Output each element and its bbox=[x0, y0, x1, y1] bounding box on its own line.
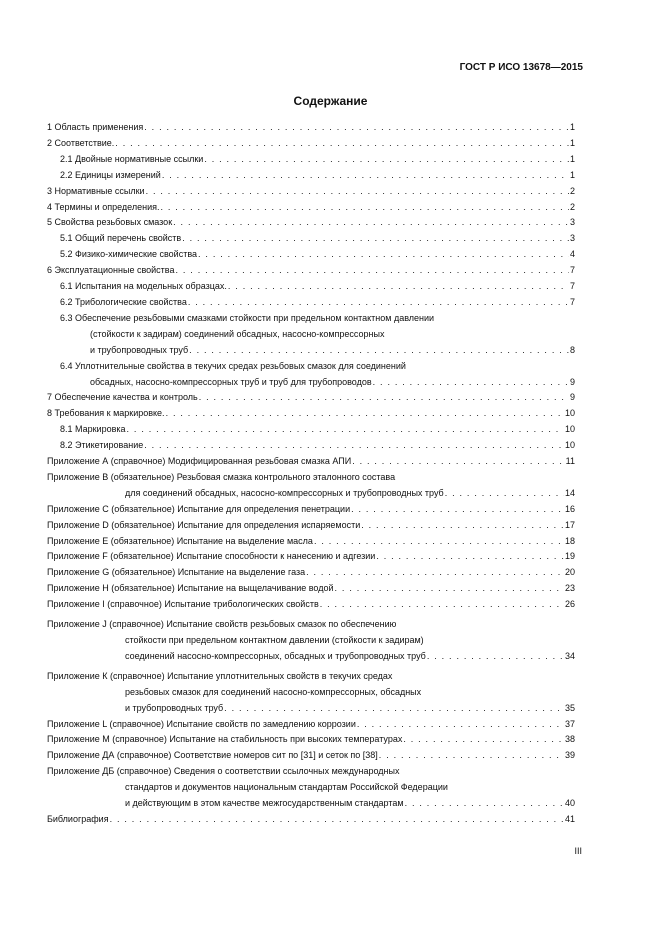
toc-entry[interactable]: Приложение К (справочное) Испытание уплотнительных свойств в текучих средах резьбовых смазок для соединений насосно-компрессорных, обсадных и трубопроводных труб . . . 35 bbox=[47, 669, 575, 717]
toc-entry[interactable]: 5 Свойства резьбовых смазок . . . 3 bbox=[47, 215, 575, 231]
toc-entry[interactable]: 6.2 Трибологические свойства . . . 7 bbox=[47, 295, 575, 311]
toc-entry[interactable]: Приложение D (обязательное) Испытание для определения испаряемости . . . 17 bbox=[47, 518, 575, 534]
toc-entry[interactable]: Приложение Н (обязательное) Испытание на выщелачивание водой . . . 23 bbox=[47, 581, 575, 597]
page-title: Содержание bbox=[293, 94, 368, 108]
toc-entry[interactable]: Библиография . . . 41 bbox=[47, 812, 575, 828]
toc-entry[interactable]: Приложение Е (обязательное) Испытание на выделение масла . . . 18 bbox=[47, 534, 575, 550]
toc-entry[interactable]: 8.1 Маркировка . . . 10 bbox=[47, 422, 575, 438]
toc-entry[interactable]: 7 Обеспечение качества и контроль . . . 9 bbox=[47, 390, 575, 406]
toc-entry[interactable]: 6.3 Обеспечение резьбовыми смазками стойкости при предельном контактном давлении (стойкости к задирам) соединений обсадных, насосно-компрессорных и трубопроводных труб . . . 8 bbox=[47, 311, 575, 359]
toc-entry[interactable]: Приложение А (справочное) Модифицированная резьбовая смазка АПИ . . . 11 bbox=[47, 454, 575, 470]
toc-entry[interactable]: 6.4 Уплотнительные свойства в текучих средах резьбовых смазок для соединений обсадных, насосно-компрессорных труб и труб для трубопроводов . . . 9 bbox=[47, 359, 575, 391]
toc-entry[interactable]: 6 Эксплуатационные свойства . . . 7 bbox=[47, 263, 575, 279]
toc-entry[interactable]: Приложение ДА (справочное) Соответствие номеров сит по [31] и сеток по [38] . . . 39 bbox=[47, 748, 575, 764]
toc-entry[interactable]: Приложение ДБ (справочное) Сведения о соответствии ссылочных международных стандартов и документов национальным стандартам Российской Федерации и действующим в этом качестве межгосударственным стандартам . . . 40 bbox=[47, 764, 575, 812]
toc-entry[interactable]: 4 Термины и определения. . . . 2 bbox=[47, 200, 575, 216]
toc-entry[interactable]: 2.1 Двойные нормативные ссылки . . . 1 bbox=[47, 152, 575, 168]
toc-entry[interactable]: Приложение J (справочное) Испытание свойств резьбовых смазок по обеспечению стойкости при предельном контактном давлении (стойкости к задирам) соединений насосно-компрессорных, обсадных и трубопроводных труб . . . 34 bbox=[47, 617, 575, 665]
toc-entry[interactable]: Приложение С (обязательное) Испытание для определения пенетрации . . . 16 bbox=[47, 502, 575, 518]
toc-entry[interactable]: 2.2 Единицы измерений . . . 1 bbox=[47, 168, 575, 184]
toc-entry[interactable]: 2 Соответствие. . . . 1 bbox=[47, 136, 575, 152]
toc-entry[interactable]: 3 Нормативные ссылки . . . 2 bbox=[47, 184, 575, 200]
toc-entry[interactable]: 1 Область применения . . . 1 bbox=[47, 120, 575, 136]
table-of-contents bbox=[47, 120, 575, 828]
toc-entry[interactable]: 5.1 Общий перечень свойств . . . 3 bbox=[47, 231, 575, 247]
toc-entry[interactable]: Приложение В (обязательное) Резьбовая смазка контрольного эталонного состава для соединений обсадных, насосно-компрессорных и трубопроводных труб . . . 14 bbox=[47, 470, 575, 502]
toc-entry[interactable]: Приложение F (обязательное) Испытание способности к нанесению и адгезии . . . 19 bbox=[47, 549, 575, 565]
toc-entry[interactable]: Приложение L (справочное) Испытание свойств по замедлению коррозии . . . 37 bbox=[47, 717, 575, 733]
toc-entry[interactable]: Приложение I (справочное) Испытание трибологических свойств . . . 26 bbox=[47, 597, 575, 613]
toc-entry[interactable]: 8.2 Этикетирование . . . 10 bbox=[47, 438, 575, 454]
toc-entry[interactable]: Приложение М (справочное) Испытание на стабильность при высоких температурах . . . 38 bbox=[47, 732, 575, 748]
toc-entry[interactable]: 8 Требования к маркировке. . . . 10 bbox=[47, 406, 575, 422]
document-code: ГОСТ Р ИСО 13678—2015 bbox=[459, 62, 583, 73]
toc-entry[interactable]: 6.1 Испытания на модельных образцах. . . . 7 bbox=[47, 279, 575, 295]
page-number: III bbox=[574, 846, 582, 856]
toc-entry[interactable]: 5.2 Физико-химические свойства . . . 4 bbox=[47, 247, 575, 263]
toc-entry[interactable]: Приложение G (обязательное) Испытание на выделение газа . . . 20 bbox=[47, 565, 575, 581]
